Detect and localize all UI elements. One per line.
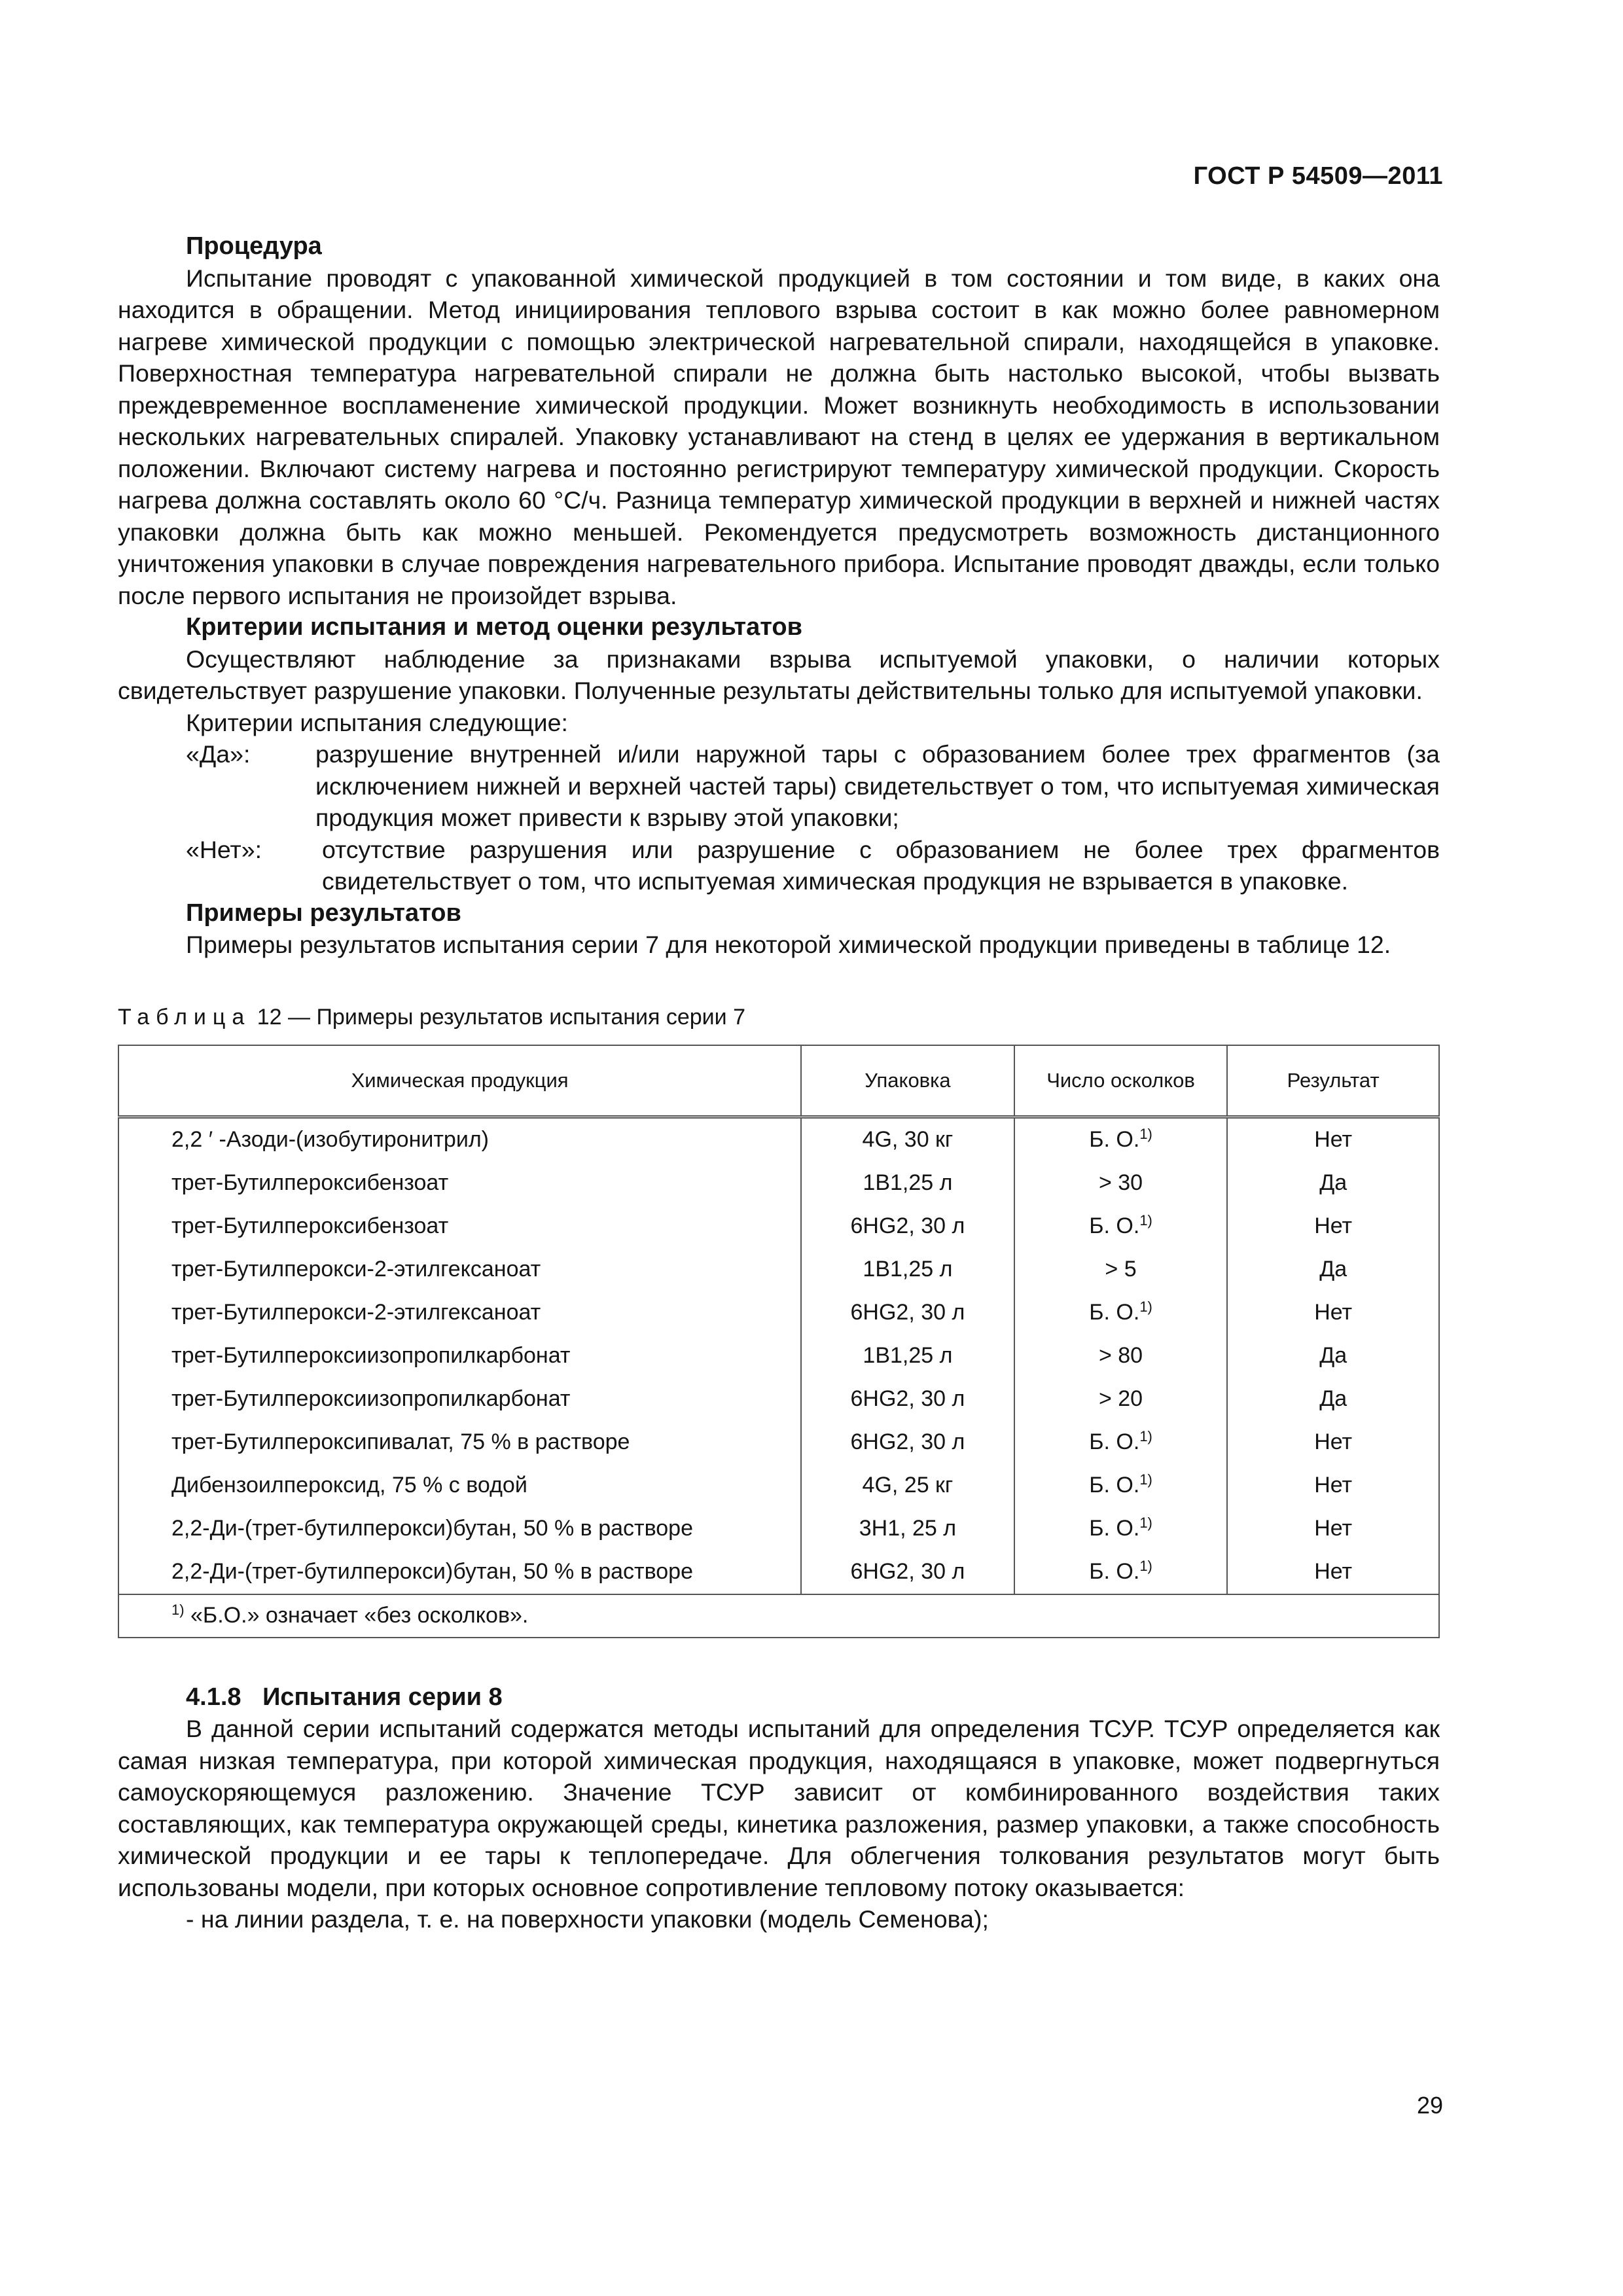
procedure-heading: Процедура bbox=[186, 232, 322, 260]
document-code: ГОСТ Р 54509—2011 bbox=[1193, 162, 1443, 190]
cell-fragments bbox=[1014, 1117, 1228, 1162]
cell-result: Нет bbox=[1227, 1551, 1439, 1594]
criteria-intro: Осуществляют наблюдение за признаками взрыва испытуемой упаковки, о наличии которых свидетельствует разрушение упаковки. Полученные результаты действительны только для испытуемой упаковки. bbox=[118, 645, 1440, 704]
cell-package: 4G, 30 кг bbox=[801, 1117, 1014, 1162]
cell-result: Да bbox=[1227, 1162, 1439, 1205]
footnote-ref: 1) bbox=[1139, 1471, 1152, 1488]
footnote-ref: 1) bbox=[1139, 1428, 1152, 1444]
cell-product: 2,2-Ди-(трет-бутилперокси)бутан, 50 % в растворе bbox=[118, 1507, 801, 1551]
table-row bbox=[118, 1507, 1439, 1551]
section-number: 4.1.8 bbox=[186, 1683, 241, 1711]
fragments-value: Б. О. bbox=[1089, 1429, 1140, 1454]
cell-fragments bbox=[1014, 1551, 1228, 1594]
cell-package: 6HG2, 30 л bbox=[801, 1378, 1014, 1421]
cell-product: 2,2-Ди-(трет-бутилперокси)бутан, 50 % в растворе bbox=[118, 1551, 801, 1594]
cell-package: 1B1,25 л bbox=[801, 1162, 1014, 1205]
cell-result: Нет bbox=[1227, 1507, 1439, 1551]
cell-package: 4G, 25 кг bbox=[801, 1464, 1014, 1507]
cell-result: Нет bbox=[1227, 1464, 1439, 1507]
cell-package: 6HG2, 30 л bbox=[801, 1205, 1014, 1248]
cell-product: Дибензоилпероксид, 75 % с водой bbox=[118, 1464, 801, 1507]
cell-product: трет-Бутилпероксиизопропилкарбонат bbox=[118, 1378, 801, 1421]
fragments-value: Б. О. bbox=[1089, 1300, 1140, 1325]
column-header-fragments: Число осколков bbox=[1014, 1045, 1228, 1117]
criterion-no bbox=[118, 834, 1440, 897]
cell-product: трет-Бутилпероксипивалат, 75 % в растворе bbox=[118, 1421, 801, 1464]
cell-result: Да bbox=[1227, 1248, 1439, 1291]
table-footnote-row bbox=[118, 1594, 1439, 1638]
section-text: В данной серии испытаний содержатся методы испытаний для определения ТСУР. ТСУР определяется как самая низкая температура, при которой химическая продукция, находящаяся в упаковке, может подвергнуться самоускоряющемуся разложению. Значение ТСУР зависит от комбинированного воздействия таких составляющих, как температура окружающей среды, кинетика разложения, размер упаковки, а также способность химической продукции и ее тары к теплопередаче. Для облегчения толкования результатов могут быть использованы модели, при которых основное сопротивление тепловому потоку оказывается: bbox=[118, 1715, 1440, 1901]
criterion-term: «Да»: bbox=[186, 740, 251, 768]
cell-fragments bbox=[1014, 1248, 1228, 1291]
footnote-mark: 1) bbox=[171, 1602, 185, 1618]
table-caption-title: 12 — Примеры результатов испытания серии 7 bbox=[257, 1004, 746, 1030]
fragments-value: Б. О. bbox=[1089, 1473, 1140, 1498]
fragments-value: > 5 bbox=[1105, 1257, 1137, 1282]
cell-product: трет-Бутилпероксибензоат bbox=[118, 1162, 801, 1205]
cell-package: 6HG2, 30 л bbox=[801, 1291, 1014, 1335]
cell-result: Да bbox=[1227, 1335, 1439, 1378]
cell-product: трет-Бутилпероксибензоат bbox=[118, 1205, 801, 1248]
results-table bbox=[118, 1045, 1440, 1638]
fragments-value: > 30 bbox=[1098, 1170, 1143, 1195]
table-row bbox=[118, 1162, 1439, 1205]
cell-result: Да bbox=[1227, 1378, 1439, 1421]
cell-fragments bbox=[1014, 1421, 1228, 1464]
table-row bbox=[118, 1551, 1439, 1594]
table-row bbox=[118, 1117, 1439, 1162]
column-header-product: Химическая продукция bbox=[118, 1045, 801, 1117]
criterion-description: разрушение внутренней и/или наружной тары с образованием более трех фрагментов (за исключением нижней и верхней частей тары) свидетельствует о том, что испытуемая химическая продукция может привести к взрыву этой упаковки; bbox=[315, 740, 1440, 831]
table-row bbox=[118, 1421, 1439, 1464]
footnote-ref: 1) bbox=[1139, 1212, 1152, 1229]
table-row bbox=[118, 1335, 1439, 1378]
section-heading bbox=[118, 1681, 1440, 1713]
examples-heading: Примеры результатов bbox=[186, 899, 461, 927]
criterion-yes bbox=[118, 738, 1440, 834]
procedure-text: Испытание проводят с упакованной химической продукцией в том состоянии и том виде, в каких она находится в обращении. Метод инициирования теплового взрыва состоит в как можно более равномерном нагреве химической продукции с помощью электрической нагревательной спирали, находящейся в упаковке. Поверхностная температура нагревательной спирали не должна быть настолько высокой, чтобы вызвать преждевременное воспламенение химической продукции. Может возникнуть необходимость в использовании нескольких нагревательных спиралей. Упаковку устанавливают на стенд в целях ее удержания в вертикальном положении. Включают систему нагрева и постоянно регистрируют температуру химической продукции. Скорость нагрева должна составлять около 60 °С/ч. Разница температур химической продукции в верхней и нижней частях упаковки должна быть как можно меньшей. Рекомендуется предусмотреть возможность дистанционного уничтожения упаковки в случае повреждения нагревательного прибора. Испытание проводят дважды, если только после первого испытания не произойдет взрыва. bbox=[118, 264, 1440, 609]
cell-fragments bbox=[1014, 1335, 1228, 1378]
column-header-package: Упаковка bbox=[801, 1045, 1014, 1117]
footnote-ref: 1) bbox=[1139, 1515, 1152, 1531]
criterion-description: отсутствие разрушения или разрушение с образованием не более трех фрагментов свидетельствует о том, что испытуемая химическая продукция не взрывается в упаковке. bbox=[322, 835, 1440, 895]
column-header-result: Результат bbox=[1227, 1045, 1439, 1117]
table-row bbox=[118, 1291, 1439, 1335]
footnote-text: «Б.О.» означает «без осколков». bbox=[190, 1603, 529, 1628]
cell-package: 3H1, 25 л bbox=[801, 1507, 1014, 1551]
cell-result: Нет bbox=[1227, 1421, 1439, 1464]
cell-fragments bbox=[1014, 1378, 1228, 1421]
fragments-value: Б. О. bbox=[1089, 1127, 1140, 1152]
fragments-value: Б. О. bbox=[1089, 1213, 1140, 1238]
cell-product: трет-Бутилперокси-2-этилгексаноат bbox=[118, 1248, 801, 1291]
fragments-value: > 20 bbox=[1098, 1386, 1143, 1411]
footnote-ref: 1) bbox=[1139, 1126, 1152, 1142]
footnote-ref: 1) bbox=[1139, 1299, 1152, 1315]
table-caption-word: Таблица bbox=[118, 1004, 251, 1030]
footnote-ref: 1) bbox=[1139, 1558, 1152, 1574]
section-bullet: - на линии раздела, т. е. на поверхности упаковки (модель Семенова); bbox=[186, 1905, 989, 1933]
cell-fragments bbox=[1014, 1464, 1228, 1507]
cell-fragments bbox=[1014, 1507, 1228, 1551]
cell-result: Нет bbox=[1227, 1117, 1439, 1162]
fragments-value: > 80 bbox=[1098, 1343, 1143, 1368]
cell-package: 1B1,25 л bbox=[801, 1248, 1014, 1291]
table-row bbox=[118, 1464, 1439, 1507]
cell-fragments bbox=[1014, 1205, 1228, 1248]
cell-product: трет-Бутилпероксиизопропилкарбонат bbox=[118, 1335, 801, 1378]
table-footnote bbox=[118, 1594, 1439, 1638]
page-content bbox=[118, 230, 1440, 1935]
table-header-row bbox=[118, 1045, 1439, 1117]
fragments-value: Б. О. bbox=[1089, 1559, 1140, 1584]
fragments-value: Б. О. bbox=[1089, 1516, 1140, 1541]
section-title: Испытания серии 8 bbox=[262, 1683, 503, 1711]
examples-text: Примеры результатов испытания серии 7 для некоторой химической продукции приведены в таблице 12. bbox=[186, 931, 1391, 958]
table-body bbox=[118, 1117, 1439, 1638]
table-caption bbox=[118, 1003, 1440, 1031]
table-row bbox=[118, 1205, 1439, 1248]
table-row bbox=[118, 1248, 1439, 1291]
table-row bbox=[118, 1378, 1439, 1421]
cell-package: 6HG2, 30 л bbox=[801, 1421, 1014, 1464]
cell-package: 6HG2, 30 л bbox=[801, 1551, 1014, 1594]
criteria-list-intro: Критерии испытания следующие: bbox=[186, 708, 568, 736]
cell-package: 1B1,25 л bbox=[801, 1335, 1014, 1378]
cell-product: трет-Бутилперокси-2-этилгексаноат bbox=[118, 1291, 801, 1335]
cell-fragments bbox=[1014, 1291, 1228, 1335]
page-number: 29 bbox=[1416, 2092, 1443, 2119]
cell-fragments bbox=[1014, 1162, 1228, 1205]
cell-product: 2,2 ′ -Азоди-(изобутиронитрил) bbox=[118, 1117, 801, 1162]
criteria-heading: Критерии испытания и метод оценки результатов bbox=[186, 613, 802, 641]
criterion-term: «Нет»: bbox=[186, 835, 262, 863]
cell-result: Нет bbox=[1227, 1205, 1439, 1248]
cell-result: Нет bbox=[1227, 1291, 1439, 1335]
